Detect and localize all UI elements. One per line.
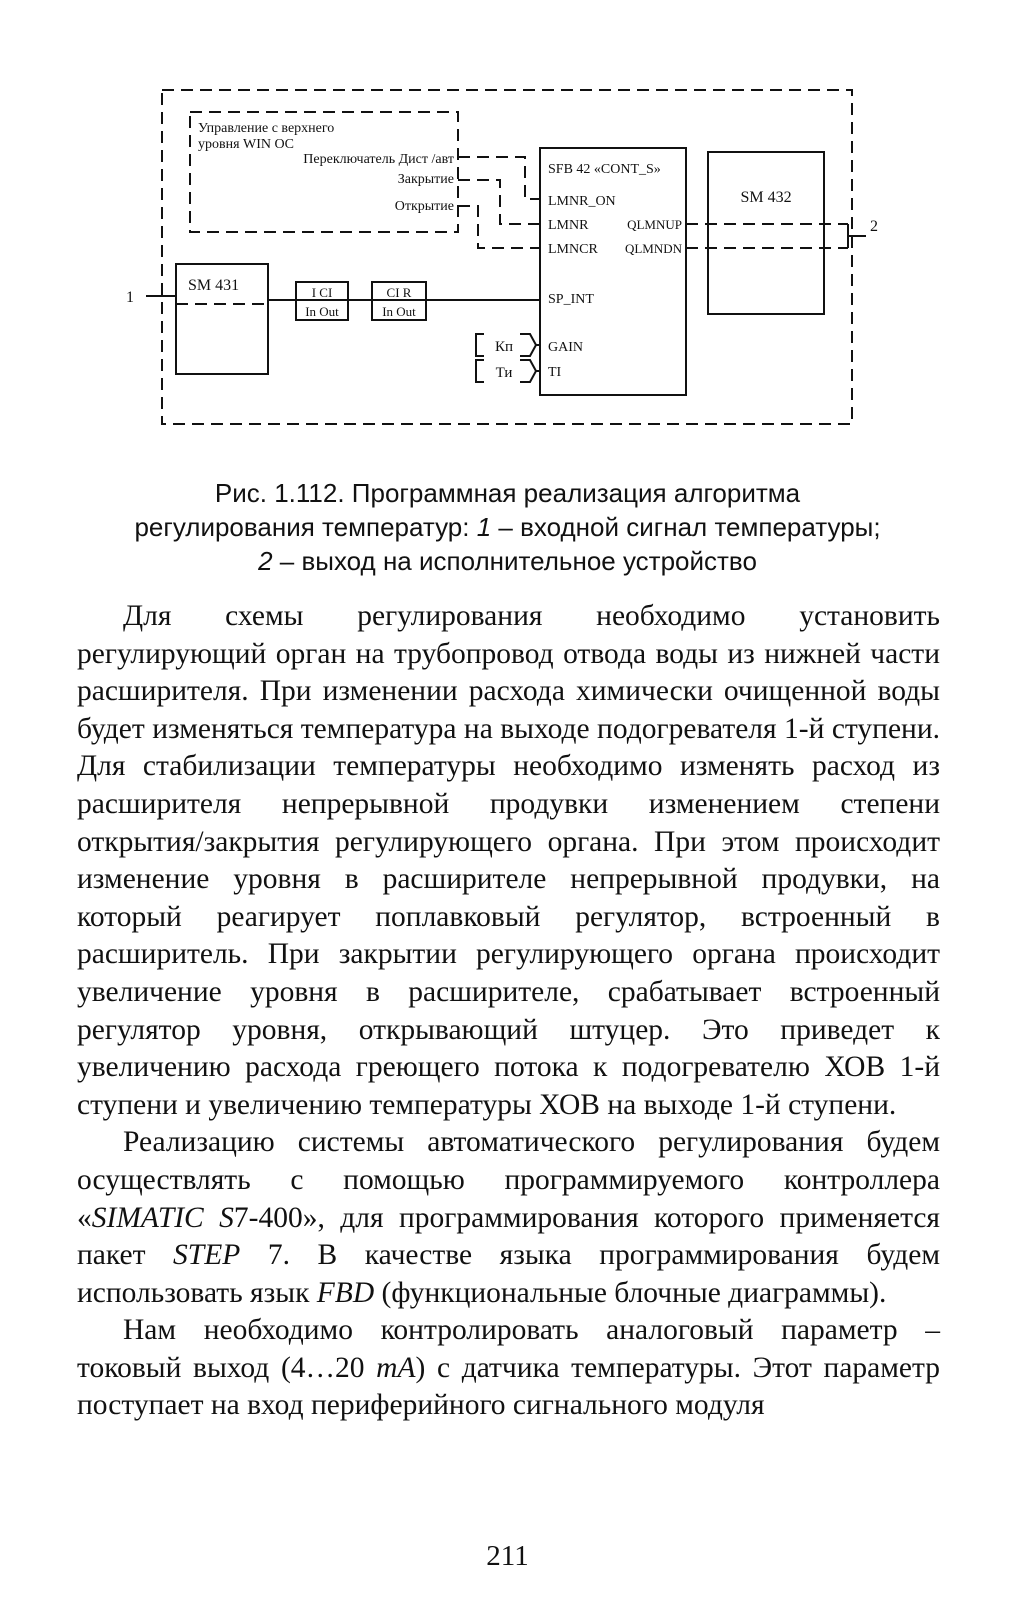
ici-bottom-label: In Out [305,304,339,319]
pin-gain: GAIN [548,340,583,355]
ti-bracket-left [476,360,484,382]
connector-lmnr [458,180,540,224]
pin-lmnr-on: LMNR_ON [548,194,616,209]
sfb42-block [540,148,686,395]
pin-ti: TI [548,365,562,380]
kp-label: Кп [494,339,514,355]
upper-block-title-line2: уровня WIN OC [198,137,294,152]
caption-line-1: Рис. 1.112. Программная реализация алгоритма [214,478,801,508]
switch-label: Переключатель Дист /авт [303,152,454,167]
figure-caption [80,476,935,578]
sm432-label: SM 432 [740,189,792,206]
pin-qlmnup: QLMNUP [627,217,682,232]
paragraph-1: Для схемы регулирования необходимо установить регулирующий орган на трубопровод отвода воды из нижней части расширителя. При изменении расхода химически очищенной воды будет изменяться температура на выходе подогревателя 1-й ступени. Для стабилизации температуры необходимо изменять расход из расширителя непрерывной продувки изменением степени открытия/закрытия регулирующего органа. При этом происходит изменение уровня в расширителе непрерывной продувки, на который реагирует поплавковый регулятор, встроенный в расширитель. При закрытии регулирующего органа происходит увеличение уровня в расширителе, срабатывает встроенный регулятор уровня, открывающий штуцер. Это приведет к увеличению расхода греющего потока к подогревателю ХОВ 1-й ступени и увеличению температуры ХОВ на выходе 1-й ступени. [77,600,940,1121]
sm431-label: SM 431 [188,277,240,294]
caption-line-2: регулирования температур: 1 – входной сигнал температуры; [134,512,881,542]
control-scheme-diagram [0,0,1015,450]
kp-bracket-right [520,334,536,356]
page-number: 211 [486,1540,529,1572]
sfb42-title: SFB 42 «CONT_S» [548,162,661,177]
pin-sp-int: SP_INT [548,292,594,307]
ici-top-label: I CI [311,285,333,300]
cir-top-label: CI R [386,285,412,300]
paragraph-3: Нам необходимо контролировать аналоговый параметр – токовый выход (4…20 mA) с датчика температуры. Этот параметр поступает на вход периферийного сигнального модуля [77,1314,940,1422]
ti-label: Ти [495,365,513,381]
output-junction [848,224,866,248]
connector-lmncr [458,206,540,248]
open-label: Открытие [394,199,454,214]
kp-bracket-left [476,334,484,356]
pin-lmncr: LMNCR [548,242,598,257]
paragraph-2: Реализацию системы автоматического регулирования будем осуществлять с помощью программируемого контроллера «SIMATIC S7-400», для программирования которого применяется пакет STEP 7. В качестве языка программирования будем использовать язык FBD (функциональные блочные диаграммы). [77,1126,940,1309]
connector-lmnr-on [458,157,540,199]
ti-bracket-right [520,360,536,382]
upper-block-title-line1: Управление с верхнего [198,121,335,136]
pin-qlmndn: QLMNDN [624,241,682,256]
marker-1: 1 [126,289,134,306]
cir-bottom-label: In Out [382,304,416,319]
body-text [77,598,940,1425]
pin-lmnr: LMNR [548,218,589,233]
caption-figure-number: Рис. 1.112. [214,478,345,508]
sm432-block [708,152,824,314]
close-label: Закрытие [397,172,454,187]
caption-line-3: 2 – выход на исполнительное устройство [258,546,757,576]
marker-2: 2 [870,218,878,235]
